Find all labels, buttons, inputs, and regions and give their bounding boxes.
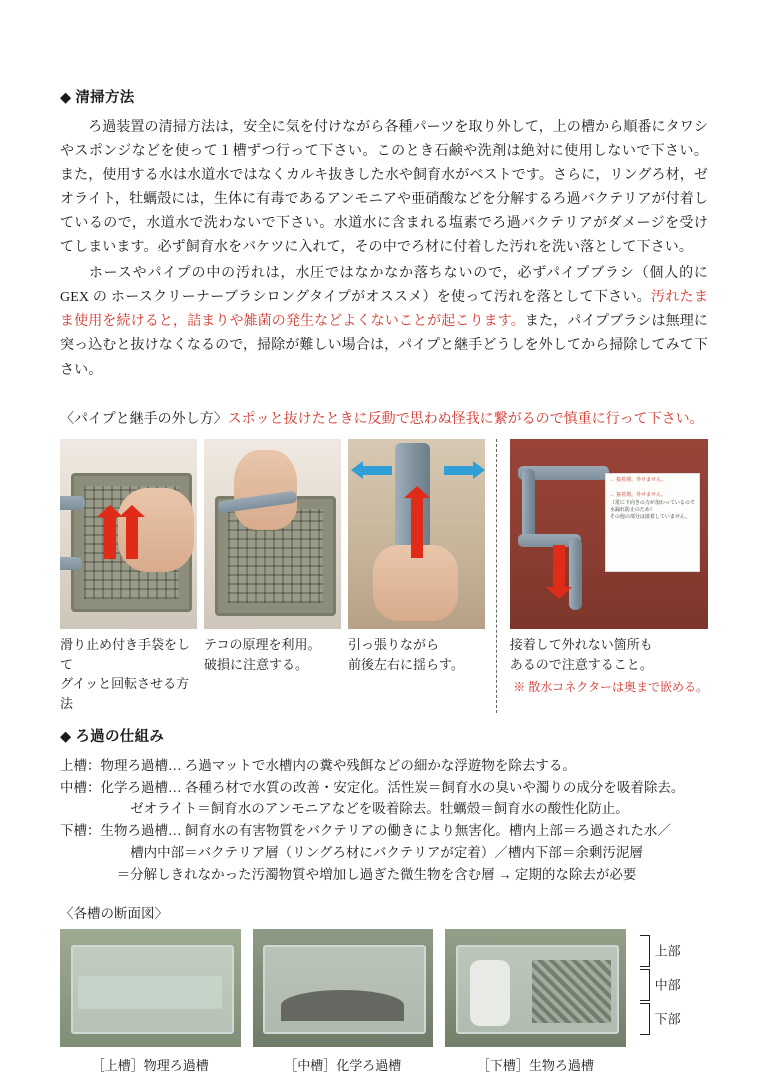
mechanism-text-6: ＝分解しきれなかった汚濁物質や増加し過ぎた微生物を含む層 → 定期的な除去が必要 <box>116 867 637 883</box>
mechanism-section <box>60 727 708 886</box>
bracket-label-lower: 下部 <box>654 1011 681 1027</box>
mechanism-heading: ◆ ろ過の仕組み <box>60 729 165 745</box>
cleaning-paragraph-2-text-b: また，パイプブラシは無理に突っ込むと抜けなくなるので，掃除が難しい場合は，パイプと継手どうしを外してから掃除してみて下さい。 <box>60 314 708 378</box>
annotation-line-3: （常に下向きの力が加わっているので水漏れ防止のため） <box>609 500 695 513</box>
arrow-up-red-1 <box>104 515 116 559</box>
caption-line-1: テコの原理を利用。 <box>203 637 321 652</box>
caption-line-1: 接着して外れない箇所も <box>509 637 653 652</box>
cleaning-heading: ◆ 清掃方法 <box>60 90 135 106</box>
cleaning-paragraph-2-text-a: ホースやパイプの中の汚れは，水圧ではなかなか落ちないので，必ずパイプブラシ（個人的に GEX の ホースクリーナーブラシロングタイプがオススメ）を使って汚れを落として下さい。 <box>60 266 708 306</box>
bracket-upper <box>640 935 650 967</box>
caption-line-1: 滑り止め付き手袋をして <box>60 637 191 672</box>
cleaning-paragraph-1-text: ろ過装置の清掃方法は，安全に気を付けながら各種パーツを取り外して，上の槽から順番にタワシやスポンジなどを使って１槽ずつ行って下さい。このとき石鹸や洗剤は絶対に使用しないで下さい。また，使用する水は水道水ではなくカルキ抜きした水や飼育水がベストです。さらに，リングろ材，ゼオライト，牡蠣殻には，生体に有毒であるアンモニアや亜硝酸などを分解するろ過バクテリアが付着しているので，水道水で洗わないで下さい。水道水に含まれる塩素でろ過バクテリアがダメージを受けてしまいます。必ず飼育水をバケツに入れて，その中でろ材に付着した汚れを洗い落として下さい。 <box>60 119 708 256</box>
photo-glove-rotate <box>60 439 197 629</box>
pipe-photo-row <box>60 439 708 713</box>
arrow-up-red <box>411 496 423 558</box>
media-mound <box>281 990 404 1021</box>
bracket-label-upper: 上部 <box>654 943 681 959</box>
annotation-line-4: その他の部分は接着していません。 <box>609 515 691 521</box>
cleaning-paragraph-2 <box>60 262 708 382</box>
mechanism-label-1: 上槽：物理ろ過槽 <box>60 757 168 773</box>
pipe-photo-cell-3 <box>348 439 485 674</box>
pipe-photo-caption-2 <box>204 635 341 674</box>
mechanism-label-4: 下槽：生物ろ過槽 <box>60 823 168 839</box>
mechanism-text-4: … 飼育水の有害物質をバクテリアの働きにより無害化。槽内上部＝ろ過された水／ <box>168 823 671 839</box>
mechanism-line-2 <box>60 777 708 799</box>
cross-cell-upper <box>60 929 241 1074</box>
mechanism-label-2: 中槽：化学ろ過槽 <box>60 779 168 795</box>
caption-line-1: 引っ張りながら <box>347 637 439 652</box>
caption-line-2: 前後左右に揺らす。 <box>347 656 464 672</box>
cross-caption-lower: ［下槽］生物ろ過槽 <box>476 1057 594 1073</box>
hand-bare <box>234 450 297 530</box>
cross-photo-upper <box>60 929 241 1047</box>
filter-mat-layer <box>78 976 222 1009</box>
caption-line-2: グイッと回転させる方法 <box>60 676 190 711</box>
mechanism-text-5: 槽内中部＝バクテリア層（リングろ材にバクテリアが定着）／槽内下部＝余剰汚泥層 <box>130 845 643 861</box>
caption-line-2: 破損に注意する。 <box>203 656 308 672</box>
document-content <box>60 88 708 1074</box>
cleaning-paragraph-1 <box>60 116 708 260</box>
cross-cell-middle <box>253 929 434 1074</box>
mechanism-line-5 <box>60 842 708 864</box>
mechanism-text-2: … 各種ろ材で水質の改善・安定化。活性炭＝飼育水の臭いや濁りの成分を吸着除去。 <box>168 779 685 795</box>
layer-bracket-group <box>640 929 708 1047</box>
pipe-photo-caption-4 <box>510 635 708 674</box>
mechanism-line-4 <box>60 820 708 842</box>
cross-caption-middle: ［中槽］化学ろ過槽 <box>284 1057 402 1073</box>
caption-line-2: あるので注意すること。 <box>509 656 653 672</box>
photo-pull-shake <box>348 439 485 629</box>
arrow-down-red <box>553 545 565 589</box>
annotation-box <box>605 473 700 572</box>
pipe-horizontal <box>60 496 85 510</box>
bracket-label-middle: 中部 <box>654 977 681 993</box>
pipe-photo-cell-1 <box>60 439 197 713</box>
photo-divider <box>496 439 499 713</box>
connector-note: ※ 散水コネクターは奥まで嵌める。 <box>513 680 709 694</box>
photo-bonded-joint <box>510 439 708 629</box>
pipe-removal-heading <box>60 409 708 431</box>
pipe-photo-caption-1 <box>60 635 197 713</box>
cross-caption-upper: ［上槽］物理ろ過槽 <box>91 1057 209 1073</box>
mechanism-text-3: ゼオライト＝飼育水のアンモニアなどを吸着除去。牡蠣殻＝飼育水の酸性化防止。 <box>130 801 629 817</box>
annotation-line-2: ← 接着剤。外せません。 <box>609 493 667 499</box>
cross-cell-lower <box>445 929 626 1074</box>
bracket-lower <box>640 1003 650 1035</box>
cross-section-heading: 〈各槽の断面図〉 <box>60 905 168 921</box>
cleaning-paragraph-2-warning: 汚れたまま使用を続けると，詰まりや雑菌の発生などよくないことが起こります。 <box>60 290 708 330</box>
pipe-removal-warning: スポッと抜けたときに反動で思わぬ怪我に繋がるので慎重に行って下さい。 <box>227 411 704 427</box>
inlet-pipe <box>470 960 510 1026</box>
ring-media <box>532 960 611 1024</box>
cross-section-row <box>60 929 708 1074</box>
pipe-removal-title: 〈パイプと継手の外し方〉 <box>60 411 228 427</box>
arrow-blue-left <box>362 466 392 475</box>
mechanism-line-6 <box>60 864 708 886</box>
mechanism-text-1: … ろ過マットで水槽内の糞や残餌などの細かな浮遊物を除去する。 <box>168 757 576 773</box>
photo-lever-principle <box>204 439 341 629</box>
arrow-blue-right <box>444 466 474 475</box>
mechanism-line-1 <box>60 755 708 777</box>
arrow-up-red-2 <box>126 515 138 559</box>
pipe-horizontal-lower <box>60 557 82 570</box>
cross-photo-middle <box>253 929 434 1047</box>
pipe-photo-cell-4 <box>510 439 708 695</box>
cross-photo-lower <box>445 929 626 1047</box>
bracket-middle <box>640 969 650 1001</box>
pipe-photo-cell-2 <box>204 439 341 674</box>
mechanism-line-3 <box>60 798 708 820</box>
annotation-line-1: ← 接着剤。外せません。 <box>609 478 667 484</box>
pipe-photo-caption-3 <box>348 635 485 674</box>
